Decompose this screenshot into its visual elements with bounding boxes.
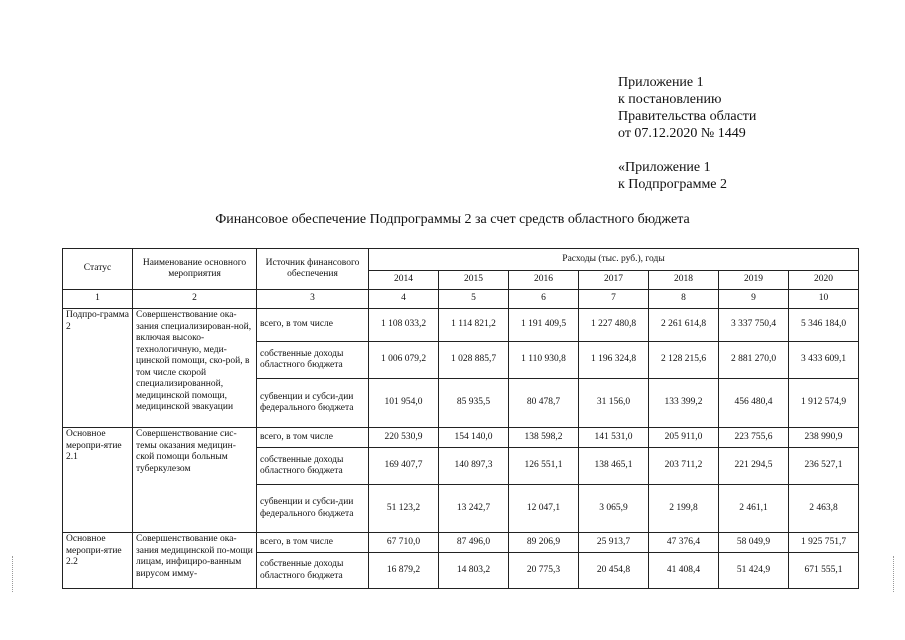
table-row	[63, 309, 859, 342]
value-cell: 238 990,9	[789, 428, 859, 448]
value-cell: 133 399,2	[649, 379, 719, 428]
value-cell: 223 755,6	[719, 428, 789, 448]
header-name: Наименование основного мероприятия	[133, 249, 257, 290]
header-year: 2014	[369, 271, 439, 290]
header-year: 2019	[719, 271, 789, 290]
value-cell: 2 461,1	[719, 485, 789, 533]
value-cell: 51 123,2	[369, 485, 439, 533]
value-cell: 220 530,9	[369, 428, 439, 448]
appendix-block	[618, 74, 756, 193]
value-cell: 2 261 614,8	[649, 309, 719, 342]
value-cell: 221 294,5	[719, 448, 789, 485]
row-status: Основное меропри-ятие 2.1	[63, 428, 133, 533]
row-name: Совершенствование ока-зания медицинской по-мощи лицам, инфициро-ванным вирусом имму-	[133, 533, 257, 589]
row-source: всего, в том числе	[257, 309, 369, 342]
value-cell: 138 598,2	[509, 428, 579, 448]
appendix-line: Приложение 1	[618, 75, 704, 90]
value-cell: 80 478,7	[509, 379, 579, 428]
value-cell: 236 527,1	[789, 448, 859, 485]
value-cell: 20 454,8	[579, 553, 649, 589]
appendix-line: «Приложение 1	[618, 160, 711, 175]
column-number: 2	[133, 290, 257, 309]
row-source: субвенции и субси-дии федерального бюджета	[257, 485, 369, 533]
value-cell: 671 555,1	[789, 553, 859, 589]
value-cell: 2 128 215,6	[649, 342, 719, 379]
value-cell: 47 376,4	[649, 533, 719, 553]
value-cell: 2 199,8	[649, 485, 719, 533]
value-cell: 58 049,9	[719, 533, 789, 553]
value-cell: 3 065,9	[579, 485, 649, 533]
value-cell: 1 912 574,9	[789, 379, 859, 428]
column-number: 1	[63, 290, 133, 309]
header-expenses: Расходы (тыс. руб.), годы	[369, 249, 859, 271]
value-cell: 1 925 751,7	[789, 533, 859, 553]
header-status: Статус	[63, 249, 133, 290]
row-source: собственные доходы областного бюджета	[257, 342, 369, 379]
table-row	[63, 533, 859, 553]
value-cell: 1 028 885,7	[439, 342, 509, 379]
column-number: 8	[649, 290, 719, 309]
value-cell: 205 911,0	[649, 428, 719, 448]
value-cell: 203 711,2	[649, 448, 719, 485]
value-cell: 2 881 270,0	[719, 342, 789, 379]
value-cell: 16 879,2	[369, 553, 439, 589]
value-cell: 456 480,4	[719, 379, 789, 428]
value-cell: 1 108 033,2	[369, 309, 439, 342]
header-year: 2020	[789, 271, 859, 290]
value-cell: 1 110 930,8	[509, 342, 579, 379]
column-number: 3	[257, 290, 369, 309]
appendix-gap	[618, 142, 756, 159]
value-cell: 1 114 821,2	[439, 309, 509, 342]
value-cell: 67 710,0	[369, 533, 439, 553]
value-cell: 5 346 184,0	[789, 309, 859, 342]
value-cell: 85 935,5	[439, 379, 509, 428]
header-year: 2017	[579, 271, 649, 290]
financing-table	[62, 248, 859, 589]
value-cell: 12 047,1	[509, 485, 579, 533]
appendix-line: к Подпрограмме 2	[618, 177, 728, 192]
value-cell: 169 407,7	[369, 448, 439, 485]
value-cell: 2 463,8	[789, 485, 859, 533]
header-year: 2018	[649, 271, 719, 290]
column-number: 4	[369, 290, 439, 309]
row-source: всего, в том числе	[257, 533, 369, 553]
value-cell: 89 206,9	[509, 533, 579, 553]
value-cell: 3 433 609,1	[789, 342, 859, 379]
row-source: субвенции и субси-дии федерального бюджета	[257, 379, 369, 428]
header-row	[63, 249, 859, 271]
appendix-line: Правительства области	[618, 109, 757, 124]
appendix-line: к постановлению	[618, 92, 722, 107]
row-source: собственные доходы областного бюджета	[257, 448, 369, 485]
row-status: Подпро-грамма 2	[63, 309, 133, 428]
row-status: Основное меропри-ятие 2.2	[63, 533, 133, 589]
header-year: 2016	[509, 271, 579, 290]
scan-margin-mark	[893, 556, 895, 592]
value-cell: 87 496,0	[439, 533, 509, 553]
column-number: 5	[439, 290, 509, 309]
row-name: Совершенствование ока-зания специализирован-ной, включая высоко-технологичную, меди-цинской помощи, ско-рой, в том числе скорой специализированной, медицинской помощи, медицинской эвакуации	[133, 309, 257, 428]
column-number: 10	[789, 290, 859, 309]
value-cell: 41 408,4	[649, 553, 719, 589]
column-number-row	[63, 290, 859, 309]
value-cell: 20 775,3	[509, 553, 579, 589]
header-source: Источник финансового обеспечения	[257, 249, 369, 290]
value-cell: 140 897,3	[439, 448, 509, 485]
value-cell: 141 531,0	[579, 428, 649, 448]
value-cell: 101 954,0	[369, 379, 439, 428]
appendix-line: от 07.12.2020 № 1449	[618, 126, 746, 141]
value-cell: 1 191 409,5	[509, 309, 579, 342]
table-row	[63, 428, 859, 448]
document-title: Финансовое обеспечение Подпрограммы 2 за счет средств областного бюджета	[215, 212, 690, 227]
value-cell: 126 551,1	[509, 448, 579, 485]
column-number: 7	[579, 290, 649, 309]
value-cell: 1 227 480,8	[579, 309, 649, 342]
header-year: 2015	[439, 271, 509, 290]
value-cell: 154 140,0	[439, 428, 509, 448]
value-cell: 1 006 079,2	[369, 342, 439, 379]
row-source: собственные доходы областного бюджета	[257, 553, 369, 589]
value-cell: 14 803,2	[439, 553, 509, 589]
scan-margin-mark	[12, 556, 14, 592]
value-cell: 3 337 750,4	[719, 309, 789, 342]
value-cell: 25 913,7	[579, 533, 649, 553]
row-source: всего, в том числе	[257, 428, 369, 448]
column-number: 6	[509, 290, 579, 309]
column-number: 9	[719, 290, 789, 309]
row-name: Совершенствование сис-темы оказания медицин-ской помощи больным туберкулезом	[133, 428, 257, 533]
value-cell: 51 424,9	[719, 553, 789, 589]
value-cell: 138 465,1	[579, 448, 649, 485]
value-cell: 1 196 324,8	[579, 342, 649, 379]
value-cell: 13 242,7	[439, 485, 509, 533]
value-cell: 31 156,0	[579, 379, 649, 428]
